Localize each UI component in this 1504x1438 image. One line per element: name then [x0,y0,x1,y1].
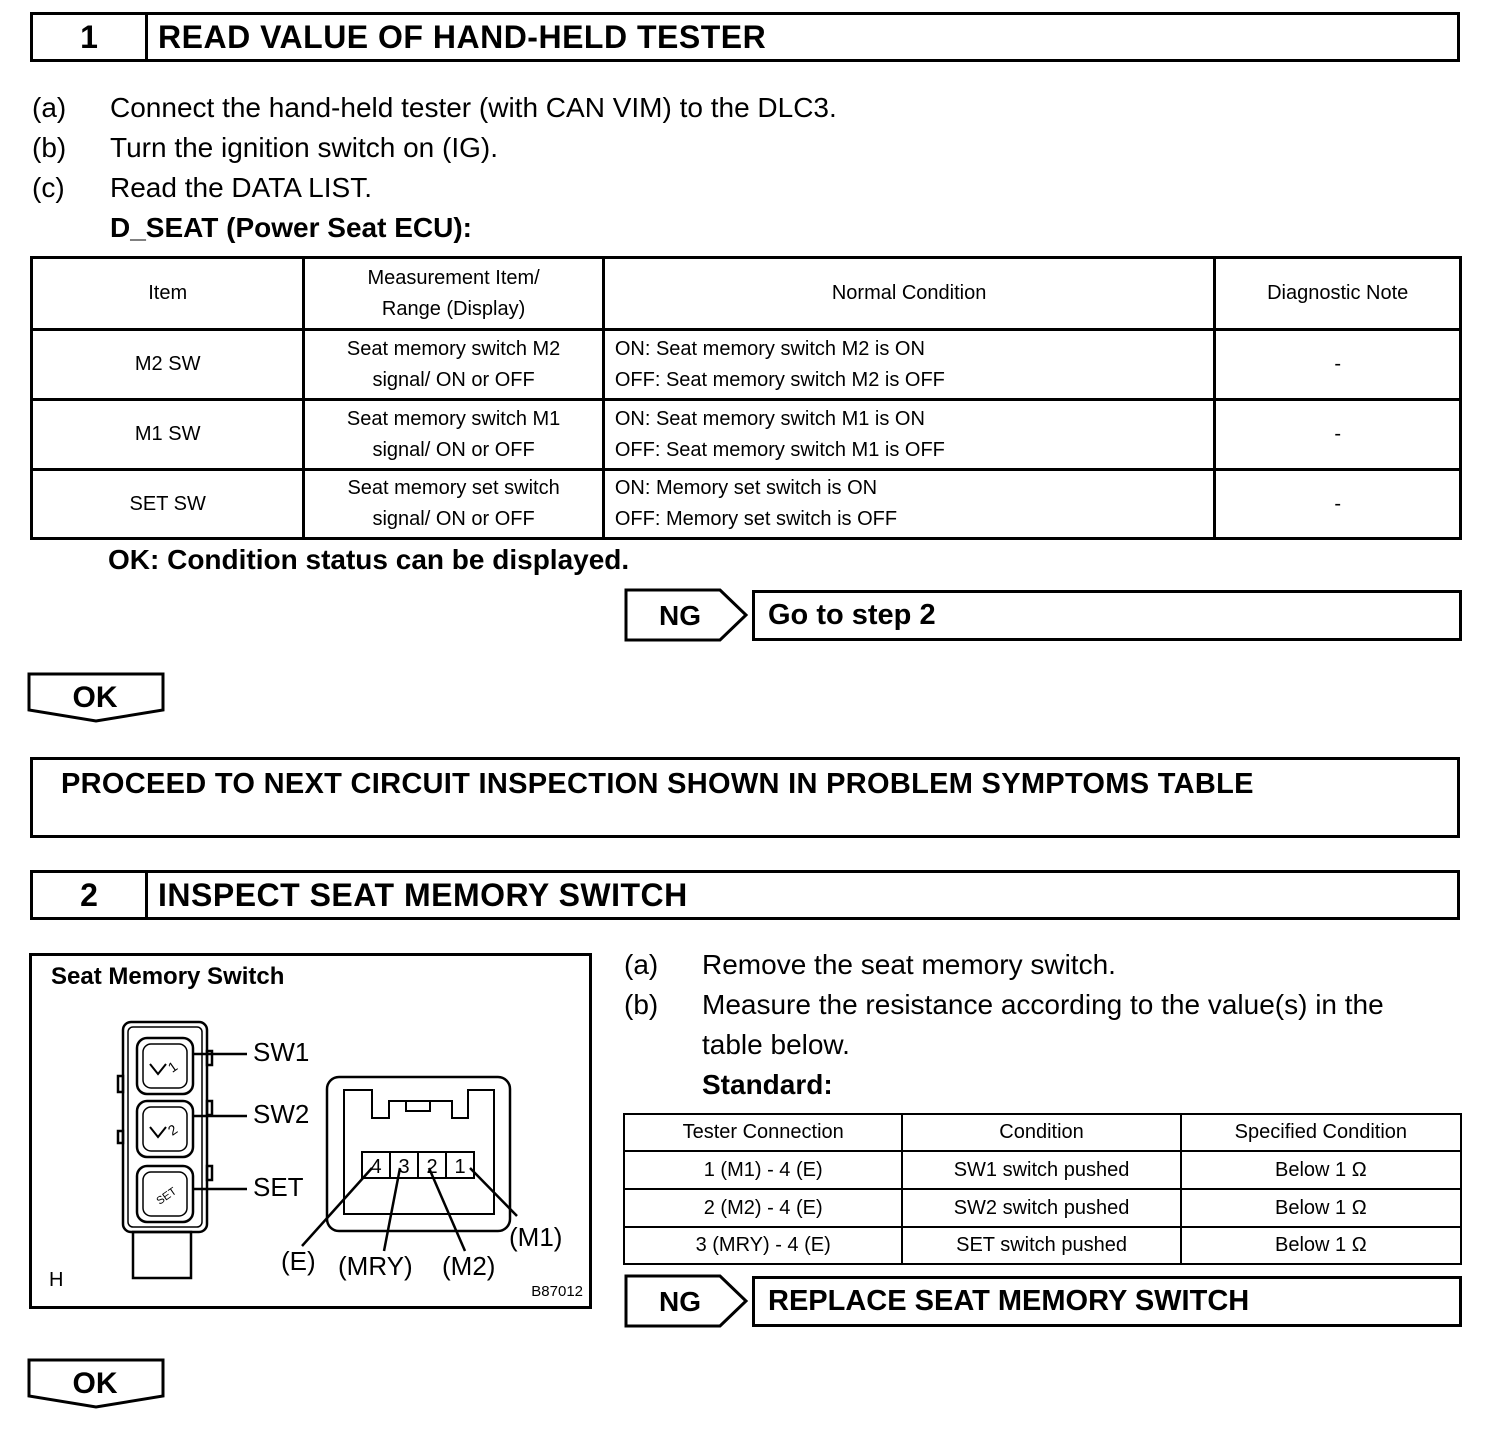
pin-number: 2 [426,1156,438,1178]
instruction-label: (b) [32,132,67,163]
cell-condition-line2: OFF: Seat memory switch M2 is OFF [614,368,945,391]
step-number: 2 [33,873,148,917]
seat-icon [150,1127,166,1137]
label-pin-m2: (M2) [442,1251,496,1281]
ng-arrow [624,588,750,642]
cell-measurement-line1: Seat memory switch M2 [346,337,561,360]
cell-note: - [1215,470,1461,539]
ng-label: NG [659,600,701,631]
instruction-text: Measure the resistance according to the value(s) in the [702,989,1384,1020]
set-glyph: SET [154,1185,179,1208]
cell-measurement [304,470,604,539]
cell-condition: SW1 switch pushed [902,1151,1180,1189]
ok-arrow [27,672,167,724]
ng-arrow [624,1274,750,1328]
label-pin-mry: (MRY) [338,1251,413,1281]
instruction-label: (b) [624,989,659,1020]
standard-label: Standard: [702,1069,833,1100]
seat-icon [150,1064,166,1074]
ng-result-text: REPLACE SEAT MEMORY SWITCH [768,1285,1250,1317]
table-row [624,1189,1461,1227]
ok-label: OK [72,1367,118,1400]
instruction-text: Read the DATA LIST. [110,172,372,203]
pin-number: 1 [454,1156,466,1178]
cell-measurement-line2: signal/ ON or OFF [372,438,535,461]
table-row [32,330,1461,400]
cell-condition-line1: ON: Seat memory switch M2 is ON [614,337,925,360]
cell-specified-condition: Below 1 Ω [1181,1189,1461,1227]
figure-code: B87012 [531,1283,583,1300]
ng-result-box [752,590,1462,641]
header-measurement-line1: Measurement Item/ [367,266,540,289]
cell-normal-condition [603,470,1215,539]
instruction-label: (a) [624,949,659,980]
header-tester-connection: Tester Connection [624,1114,902,1151]
cell-measurement-line1: Seat memory set switch [347,477,560,499]
cell-condition: SET switch pushed [902,1227,1180,1264]
pin-number: 4 [370,1156,382,1178]
instruction-text: Turn the ignition switch on (IG). [110,132,499,163]
ng-label: NG [659,1286,701,1317]
cell-tester-connection: 2 (M2) - 4 (E) [624,1189,902,1227]
label-sw1: SW1 [253,1037,310,1067]
ok-label: OK [72,681,118,714]
proceed-text: PROCEED TO NEXT CIRCUIT INSPECTION SHOWN IN PROBLEM SYMPTOMS TABLE [61,768,1254,800]
cell-specified-condition: Below 1 Ω [1181,1151,1461,1189]
table-row [624,1151,1461,1189]
cell-measurement [304,400,604,470]
switch-connector-stub [133,1232,191,1278]
ng-result-text: Go to step 2 [768,599,936,631]
data-list-subheading: D_SEAT (Power Seat ECU): [110,212,472,243]
cell-normal-condition [603,330,1215,400]
table-row [32,470,1461,539]
cell-tester-connection: 1 (M1) - 4 (E) [624,1151,902,1189]
table-header-row [32,258,1461,330]
header-specified-condition: Specified Condition [1181,1114,1461,1151]
cell-item: SET SW [32,470,304,539]
standard-table [623,1113,1462,1265]
sw1-glyph: 1 [164,1058,181,1076]
table-header-row [624,1114,1461,1151]
data-list-table [30,256,1462,540]
header-measurement-line2: Range (Display) [381,297,526,320]
cell-condition-line2: OFF: Memory set switch is OFF [614,508,898,530]
header-item: Item [32,258,304,330]
cell-condition-line1: ON: Seat memory switch M1 is ON [614,407,925,430]
sw2-glyph: 2 [164,1121,181,1139]
label-pin-e: (E) [281,1246,316,1276]
cell-item: M1 SW [32,400,304,470]
cell-measurement-line2: signal/ ON or OFF [372,508,535,530]
cell-note: - [1215,400,1461,470]
figure-title: Seat Memory Switch [51,963,285,990]
ok-arrow [27,1358,167,1410]
instruction-b-continued: table below. [702,1029,850,1060]
step-1-header [30,12,1460,62]
header-condition: Condition [902,1114,1180,1151]
cell-tester-connection: 3 (MRY) - 4 (E) [624,1227,902,1264]
step-2-header [30,870,1460,920]
instruction-label: (a) [32,92,67,123]
header-measurement [304,258,604,330]
label-sw2: SW2 [253,1099,310,1129]
instruction-text: Remove the seat memory switch. [702,949,1116,980]
cell-measurement-line2: signal/ ON or OFF [372,368,535,391]
seat-memory-switch-figure [29,953,592,1309]
cell-note: - [1215,330,1461,400]
cell-condition-line2: OFF: Seat memory switch M1 is OFF [614,438,945,461]
ng-result-box [752,1276,1462,1327]
proceed-box [30,757,1460,838]
table-row [624,1227,1461,1264]
pin-number: 3 [398,1156,410,1178]
step-title: READ VALUE OF HAND-HELD TESTER [158,18,767,55]
instruction-label: (c) [32,172,65,203]
cell-item: M2 SW [32,330,304,400]
step-number: 1 [33,15,148,59]
label-set: SET [253,1172,304,1202]
instruction-text: Connect the hand-held tester (with CAN VIM) to the DLC3. [110,92,837,123]
step-title: INSPECT SEAT MEMORY SWITCH [158,876,688,913]
cell-condition-line1: ON: Memory set switch is ON [614,477,878,499]
header-diagnostic-note: Diagnostic Note [1215,258,1461,330]
table-row [32,400,1461,470]
cell-normal-condition [603,400,1215,470]
cell-condition: SW2 switch pushed [902,1189,1180,1227]
ok-statement: OK: Condition status can be displayed. [108,544,630,575]
cell-measurement-line1: Seat memory switch M1 [346,407,561,430]
label-pin-m1: (M1) [509,1222,563,1252]
header-normal-condition: Normal Condition [603,258,1215,330]
figure-corner-mark: H [49,1269,64,1291]
cell-measurement [304,330,604,400]
cell-specified-condition: Below 1 Ω [1181,1227,1461,1264]
